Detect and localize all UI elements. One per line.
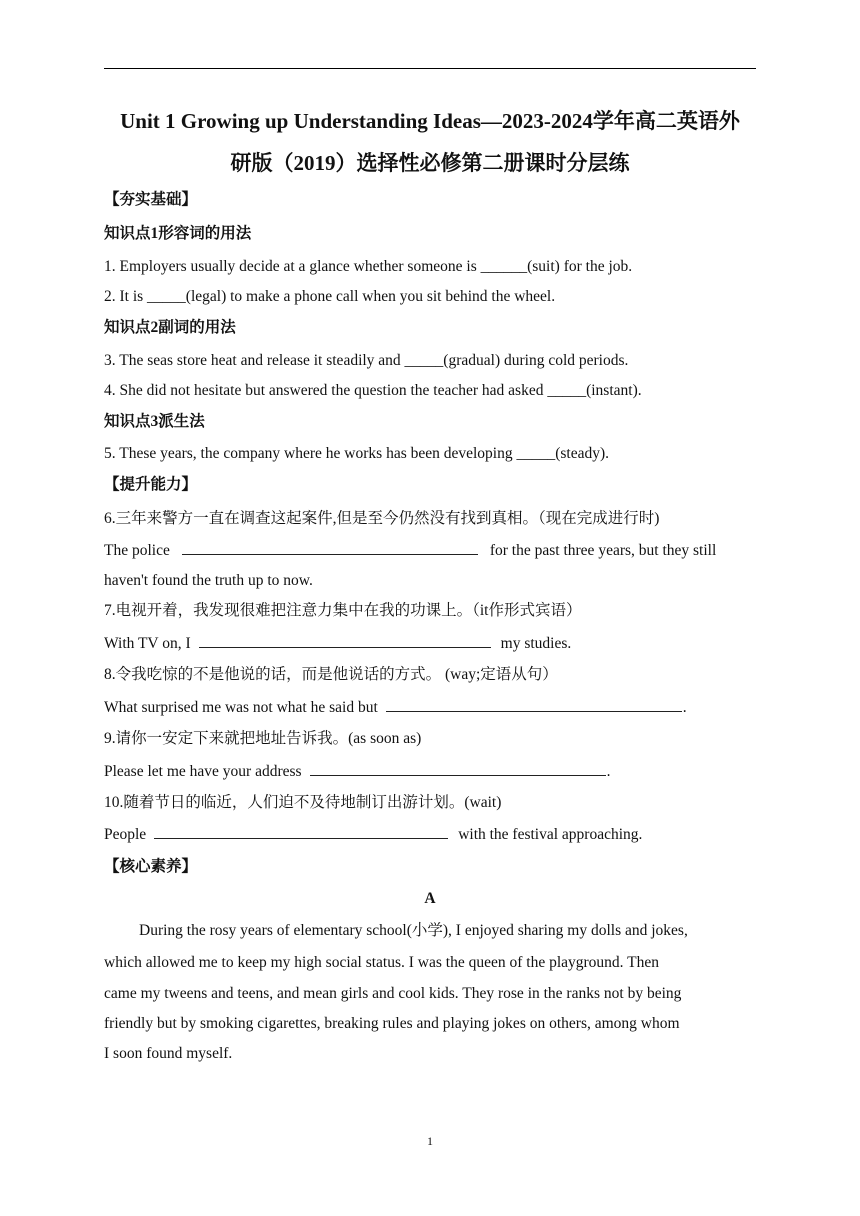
- q10-answer-blank[interactable]: [154, 825, 448, 839]
- q8-before: What surprised me was not what he said but: [104, 699, 378, 716]
- header-rule: [104, 68, 756, 69]
- question-8-prompt: 8.令我吃惊的不是他说的话，而是他说话的方式。 (way;定语从句）: [104, 666, 558, 683]
- section-heading-core: 【核心素养】: [104, 858, 198, 875]
- question-8-answer-line: [104, 698, 687, 718]
- q7-after: my studies.: [500, 635, 572, 652]
- passage-line: came my tweens and teens, and mean girls and cool kids. They rose in the ranks not by being: [104, 985, 682, 1002]
- question-7-prompt: 7.电视开着，我发现很难把注意力集中在我的功课上。（it作形式宾语）: [104, 602, 582, 619]
- question-6-answer-line: [104, 541, 716, 561]
- q8-after: .: [682, 699, 687, 716]
- passage-label: A: [424, 890, 436, 907]
- title-line-2: 研版（2019）选择性必修第二册课时分层练: [230, 151, 630, 175]
- knowledge-point-1: 知识点1形容词的用法: [104, 225, 252, 242]
- question-1: 1. Employers usually decide at a glance whether someone is ______(suit) for the job.: [104, 258, 633, 275]
- passage-line: During the rosy years of elementary school(小学), I enjoyed sharing my dolls and jokes,: [139, 922, 688, 939]
- passage-line: I soon found myself.: [104, 1045, 233, 1062]
- knowledge-point-3: 知识点3派生法: [104, 413, 205, 430]
- section-heading-ability: 【提升能力】: [104, 476, 198, 493]
- passage-line: friendly but by smoking cigarettes, breaking rules and playing jokes on others, among whom: [104, 1015, 680, 1032]
- question-6-continuation: haven't found the truth up to now.: [104, 572, 313, 589]
- knowledge-point-2: 知识点2副词的用法: [104, 319, 236, 336]
- page-number: 1: [427, 1134, 433, 1148]
- passage-line: which allowed me to keep my high social status. I was the queen of the playground. Then: [104, 954, 659, 971]
- q10-before: People: [104, 826, 147, 843]
- question-9-answer-line: [104, 762, 610, 782]
- q6-answer-blank[interactable]: [182, 541, 478, 555]
- question-6-prompt: 6.三年来警方一直在调查这起案件,但是至今仍然没有找到真相。（现在完成进行时): [104, 510, 660, 527]
- q6-before: The police: [104, 542, 170, 559]
- q10-after: with the festival approaching.: [458, 826, 643, 843]
- q8-answer-blank[interactable]: [386, 698, 682, 712]
- q6-after: for the past three years, but they still: [489, 542, 717, 559]
- question-7-answer-line: [104, 634, 571, 654]
- question-10-prompt: 10.随着节日的临近，人们迫不及待地制订出游计划。(wait): [104, 794, 502, 811]
- q9-before: Please let me have your address: [104, 763, 302, 780]
- question-10-answer-line: [104, 825, 642, 845]
- q7-answer-blank[interactable]: [199, 634, 491, 648]
- q9-after: .: [606, 763, 611, 780]
- question-2: 2. It is _____(legal) to make a phone call when you sit behind the wheel.: [104, 288, 556, 305]
- title-line-1: Unit 1 Growing up Understanding Ideas—2023-2024学年高二英语外: [120, 109, 740, 133]
- question-9-prompt: 9.请你一安定下来就把地址告诉我。(as soon as): [104, 730, 422, 747]
- section-heading-basic: 【夯实基础】: [104, 191, 198, 208]
- q7-before: With TV on, I: [104, 635, 191, 652]
- question-5: 5. These years, the company where he works has been developing _____(steady).: [104, 445, 610, 462]
- page-title: [104, 100, 756, 184]
- question-4: 4. She did not hesitate but answered the question the teacher had asked _____(instant).: [104, 382, 642, 399]
- question-3: 3. The seas store heat and release it steadily and _____(gradual) during cold periods.: [104, 352, 629, 369]
- q9-answer-blank[interactable]: [310, 762, 606, 776]
